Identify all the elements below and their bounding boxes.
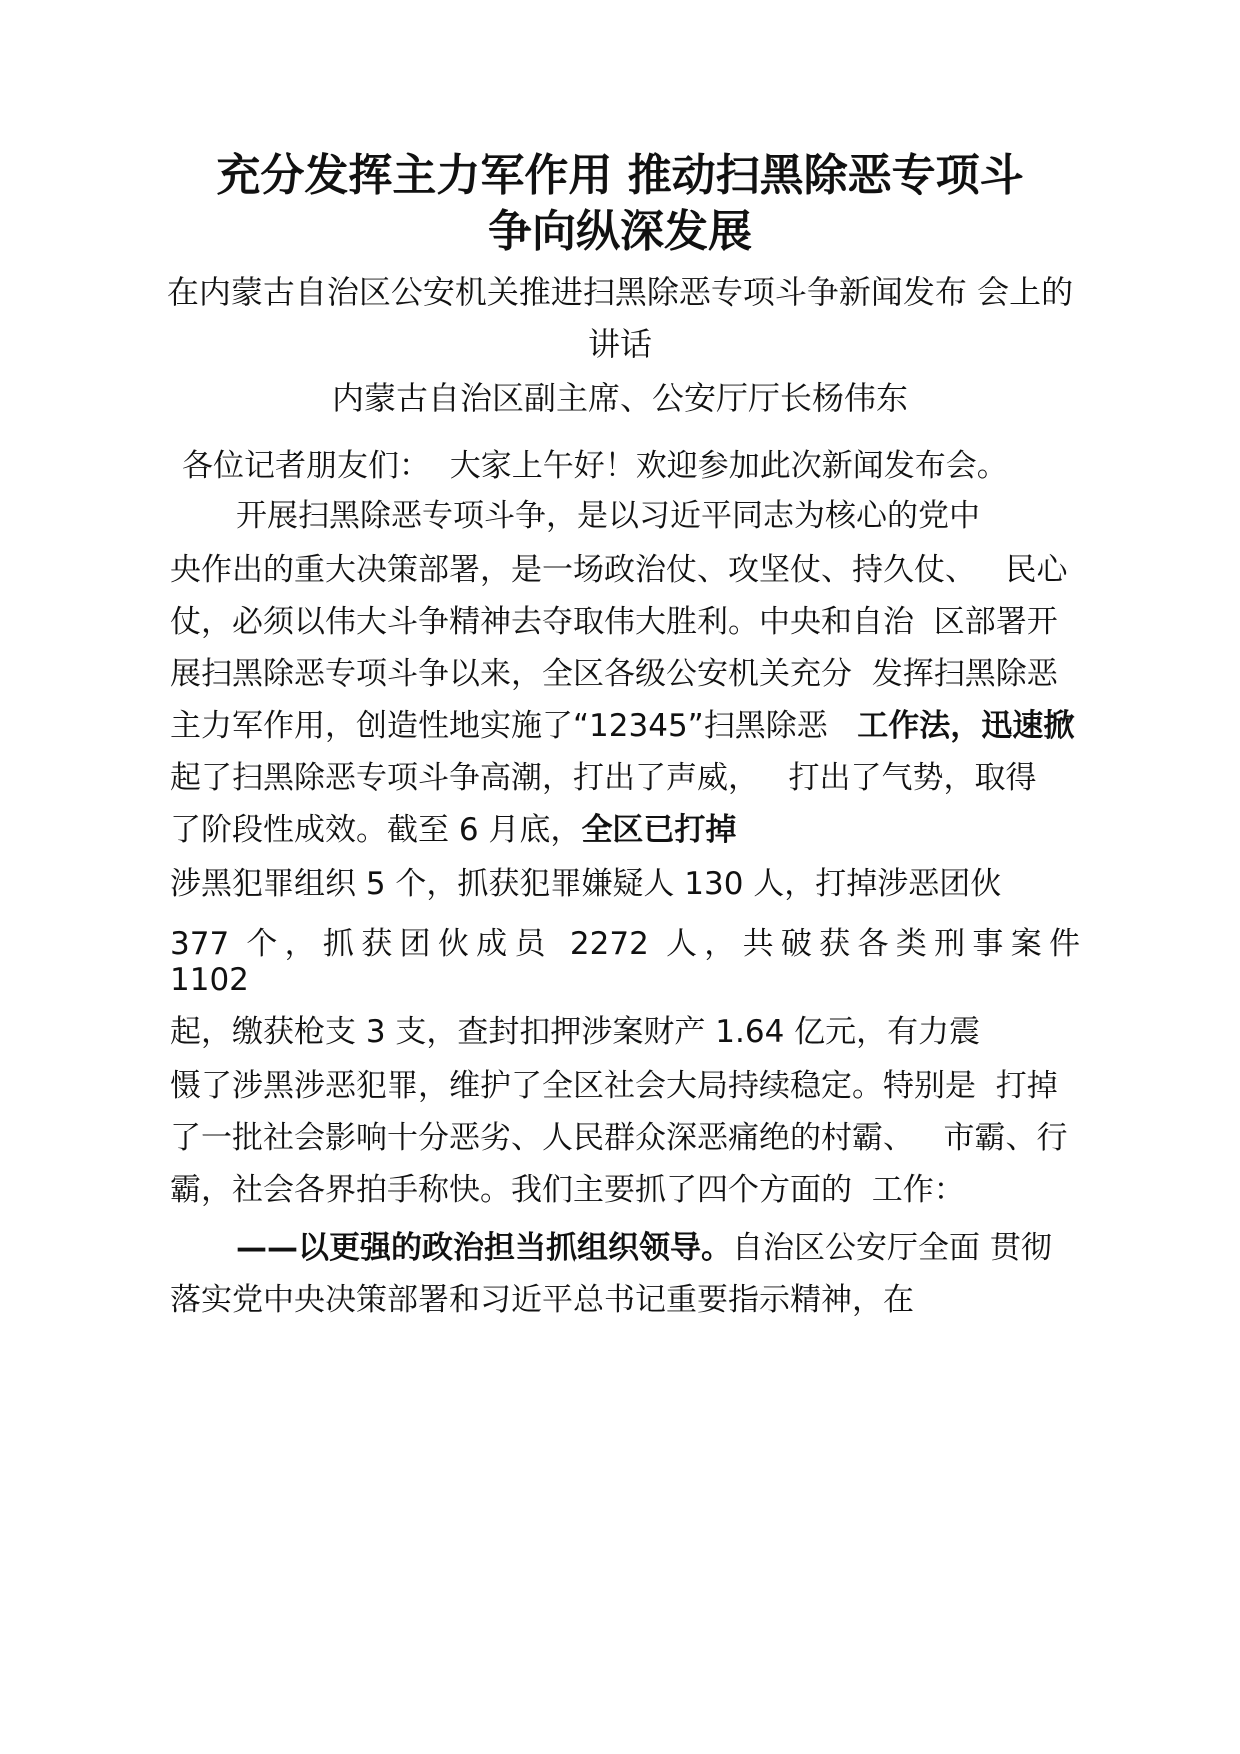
document-subtitle-line-1: 在内蒙古自治区公安机关推进扫黑除恶专项斗争新闻发布 会上的 (166, 273, 1074, 311)
body-line-2: 央作出的重大决策部署，是一场政治仗、攻坚仗、持久仗、 民心 (170, 552, 1068, 588)
body-line-7-bold: 全区已打掉 (581, 812, 737, 848)
document-subtitle-line-2: 讲话 (587, 325, 652, 363)
body-line-15-text: 自治区公安厅全面 贯彻 (732, 1230, 1052, 1266)
body-line-15 (236, 1226, 1146, 1270)
body-line-8: 涉黑犯罪组织 5 个，抓获犯罪嫌疑人 130 人，打掉涉恶团伙 (170, 866, 1002, 902)
body-line-9: 377 个，抓获团伙成员 2272 人，共破获各类刑事案件 (170, 926, 1080, 962)
body-line-6: 起了扫黑除恶专项斗争高潮，打出了声威， 打出了气势，取得 (170, 760, 1037, 796)
body-line-1: 开展扫黑除恶专项斗争，是以习近平同志为核心的党中 (236, 498, 980, 534)
document-title-line-2: 争向纵深发展 (488, 206, 752, 257)
body-line-13: 了一批社会影响十分恶劣、人民群众深恶痛绝的村霸、 市霸、行 (170, 1120, 1068, 1156)
body-line-5 (170, 704, 1080, 748)
body-line-10: 1102 (170, 962, 249, 998)
body-line-3: 仗，必须以伟大斗争精神去夺取伟大胜利。中央和自治 区部署开 (170, 604, 1058, 640)
body-line-5-bold: 工作法，迅速掀 (857, 708, 1075, 744)
body-line-7-text: 了阶段性成效。截至 6 月底， (170, 812, 582, 848)
body-line-4: 展扫黑除恶专项斗争以来，全区各级公安机关充分 发挥扫黑除恶 (170, 656, 1058, 692)
section-heading: ——以更强的政治担当抓组织领导。 (236, 1230, 732, 1266)
body-line-14: 霸，社会各界拍手称快。我们主要抓了四个方面的 工作： (170, 1172, 965, 1208)
greeting-line: 各位记者朋友们： 大家上午好！欢迎参加此次新闻发布会。 (182, 448, 1008, 484)
body-line-7 (170, 808, 1080, 852)
document-title-line-1: 充分发挥主力军作用 推动扫黑除恶专项斗 (216, 150, 1024, 201)
speaker-line: 内蒙古自治区副主席、公安厅厅长杨伟东 (331, 379, 908, 417)
body-line-12: 慑了涉黑涉恶犯罪，维护了全区社会大局持续稳定。特别是 打掉 (170, 1068, 1058, 1104)
body-line-5-text: 主力军作用，创造性地实施了“12345”扫黑除恶 (170, 708, 858, 744)
body-line-16: 落实党中央决策部署和习近平总书记重要指示精神，在 (170, 1282, 914, 1318)
body-line-11: 起，缴获枪支 3 支，查封扣押涉案财产 1.64 亿元，有力震 (170, 1014, 981, 1050)
